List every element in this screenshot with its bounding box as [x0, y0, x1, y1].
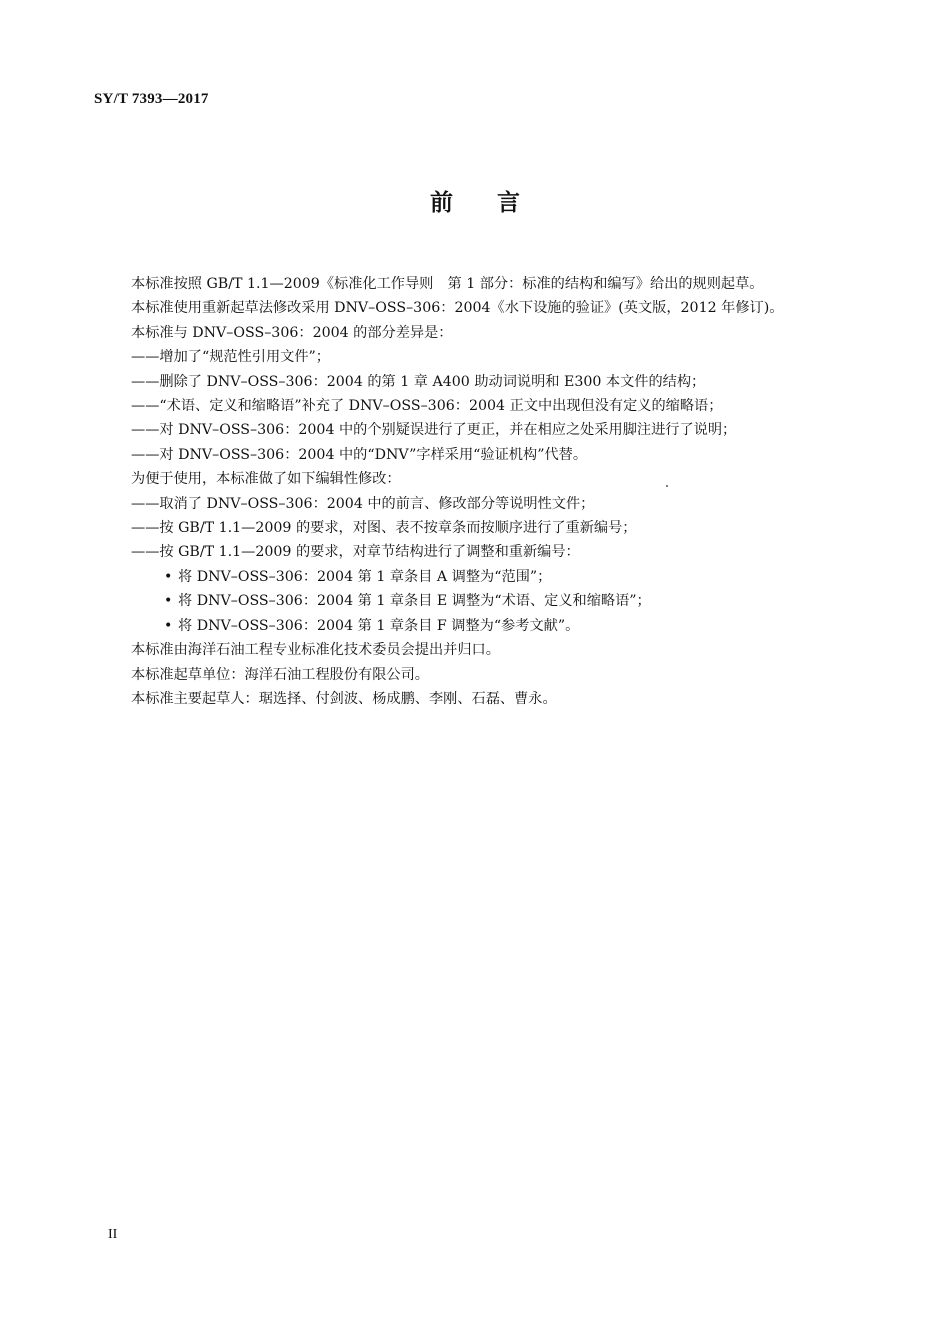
- bullet-text: 将 DNV–OSS–306：2004 第 1 章条目 A 调整为“范围”；: [178, 568, 552, 585]
- bullet-icon: •: [164, 568, 173, 585]
- bullet-icon: •: [164, 593, 173, 610]
- difference-item: ——对 DNV–OSS–306：2004 中的个别疑误进行了更正，并在相应之处采用脚注进行了说明；: [131, 422, 737, 439]
- difference-item: ——对 DNV–OSS–306：2004 中的“DNV”字样采用“验证机构”代替。: [131, 446, 588, 463]
- difference-item: ——删除了 DNV–OSS–306：2004 的第 1 章 A400 助动词说明和 E300 本文件的结构；: [131, 373, 706, 390]
- restructure-bullet-list: [131, 565, 861, 638]
- editorial-item: ——按 GB/T 1.1—2009 的要求，对图、表不按章条而按顺序进行了重新编号；: [131, 520, 637, 537]
- paragraph-drafters: 本标准主要起草人：琚选择、付剑波、杨成鹏、李刚、石磊、曹永。: [131, 690, 557, 707]
- bullet-text: 将 DNV–OSS–306：2004 第 1 章条目 E 调整为“术语、定义和缩略语”；: [178, 593, 651, 610]
- list-item: [131, 565, 861, 589]
- list-item: [131, 589, 861, 613]
- paragraph-differences-intro: 本标准与 DNV–OSS–306：2004 的部分差异是：: [131, 324, 453, 341]
- editorial-item: ——取消了 DNV–OSS–306：2004 中的前言、修改部分等说明性文件；: [131, 495, 595, 512]
- bullet-text: 将 DNV–OSS–306：2004 第 1 章条目 F 调整为“参考文献”。: [178, 617, 580, 634]
- editorial-item: ——按 GB/T 1.1—2009 的要求，对章节结构进行了调整和重新编号：: [131, 544, 580, 561]
- foreword-body: [131, 272, 861, 711]
- scan-speck: [666, 485, 668, 487]
- paragraph-proposer: 本标准由海洋石油工程专业标准化技术委员会提出并归口。: [131, 642, 500, 659]
- difference-item: ——增加了“规范性引用文件”；: [131, 349, 330, 366]
- paragraph-adoption-method: 本标准使用重新起草法修改采用 DNV–OSS–306：2004《水下设施的验证》(英文版，2012 年修订)。: [131, 300, 784, 317]
- paragraph-drafting-unit: 本标准起草单位：海洋石油工程股份有限公司。: [131, 666, 429, 683]
- page-number: II: [108, 1227, 118, 1242]
- bullet-icon: •: [164, 617, 173, 634]
- page-title: 前言: [430, 190, 564, 216]
- standard-number-header: SY/T 7393—2017: [94, 91, 209, 107]
- list-item: [131, 614, 861, 638]
- paragraph-drafting-rules: 本标准按照 GB/T 1.1—2009《标准化工作导则 第 1 部分：标准的结构和编写》给出的规则起草。: [131, 276, 764, 292]
- difference-item: ——“术语、定义和缩略语”补充了 DNV–OSS–306：2004 正文中出现但没有定义的缩略语；: [131, 398, 723, 415]
- paragraph-editorial-intro: 为便于使用，本标准做了如下编辑性修改：: [131, 471, 401, 488]
